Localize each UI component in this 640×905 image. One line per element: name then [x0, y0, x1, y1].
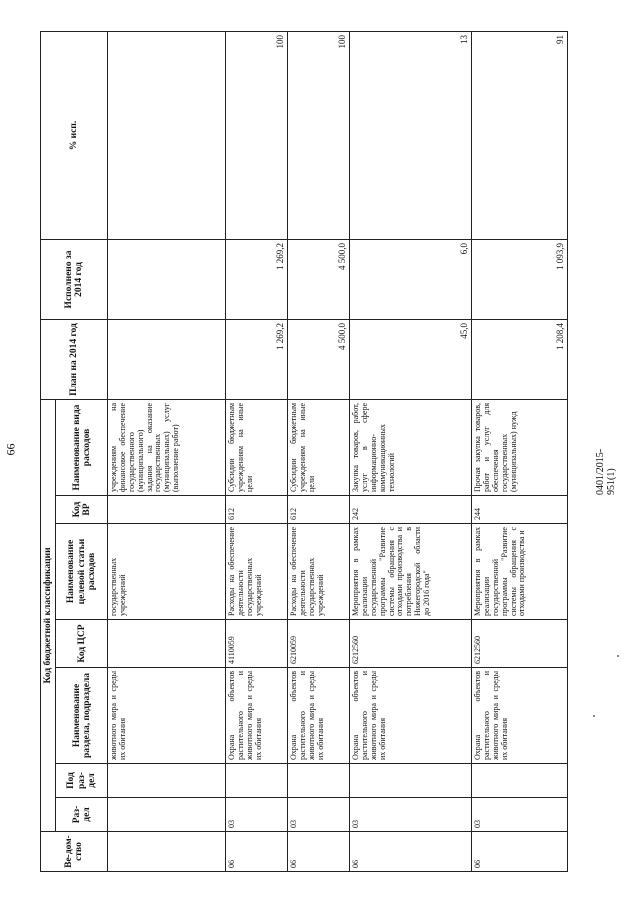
cell-pct: 91	[472, 31, 568, 239]
cell-name-csr: Расходы на обеспечение деятельности государственных учреждений	[288, 524, 350, 620]
cell-razdel: 03	[288, 798, 350, 832]
cell-pct: 100	[288, 31, 350, 239]
header-kod-csr: Код ЦСР	[56, 620, 108, 668]
table-row	[108, 31, 226, 871]
cell-name-razdel: Охрана объектов растительного и животного мира и среды их обитания	[472, 668, 568, 764]
cell-name-vr: Закупка товаров, работ, услуг в сфере информационно-коммуникационных технологий	[350, 399, 472, 495]
cell-pct: 100	[226, 31, 288, 239]
header-razdel: Раз-дел	[56, 798, 108, 832]
cell-name-razdel: Охрана объектов растительного и животного мира и среды их обитания	[350, 668, 472, 764]
table-row	[226, 31, 288, 871]
cell-name-csr: Мероприятия в рамках реализации государственной программы "Развитие системы обращения с отходами производства и потребления в Нижегородской области до 2016 года"	[350, 524, 472, 620]
cell-pct: 13	[350, 31, 472, 239]
cell-plan: 4 500,0	[288, 319, 350, 399]
header-name-vr: Наименование вида расходов	[56, 399, 108, 495]
cell-razdel: 03	[472, 798, 568, 832]
cell-csr: 6212560	[350, 620, 472, 668]
table-row	[472, 31, 568, 871]
cell-csr: 6212560	[472, 620, 568, 668]
cell-podrazdel	[226, 764, 288, 798]
cell-vr: 244	[472, 496, 568, 524]
header-percent: % исп.	[41, 31, 108, 239]
cell-ved	[108, 832, 226, 872]
scan-speck	[593, 715, 595, 717]
document-code: 0401/2015-951(1)	[595, 448, 617, 495]
cell-plan: 1 208,4	[472, 319, 568, 399]
table-row	[288, 31, 350, 871]
cell-podrazdel	[472, 764, 568, 798]
cell-pct	[108, 31, 226, 239]
cell-name-vr: Субсидии бюджетным учреждениям на иные цели	[288, 399, 350, 495]
cell-name-csr: Мероприятия в рамках реализации государственной программы "Развитие системы обращения с отходами производства и	[472, 524, 568, 620]
cell-plan: 45,0	[350, 319, 472, 399]
cell-ved: 06	[350, 832, 472, 872]
budget-table	[40, 31, 568, 872]
cell-name-razdel: Охрана объектов растительного и животного мира и среды их обитания	[288, 668, 350, 764]
header-group: Код бюджетной классификации	[41, 399, 56, 831]
cell-podrazdel	[288, 764, 350, 798]
cell-name-razdel: Охрана объектов растительного и животного мира и среды их обитания	[226, 668, 288, 764]
cell-fact: 1 093,9	[472, 239, 568, 319]
cell-vr: 612	[288, 496, 350, 524]
budget-table-rotated	[40, 32, 570, 872]
cell-razdel: 03	[226, 798, 288, 832]
cell-razdel: 03	[350, 798, 472, 832]
header-name-razdel: Наименование раздела, подраздела	[56, 668, 108, 764]
cell-csr	[108, 620, 226, 668]
cell-csr: 4110059	[226, 620, 288, 668]
header-fact: Исполнено за 2014 год	[41, 239, 108, 319]
cell-csr: 6210059	[288, 620, 350, 668]
cell-vr: 612	[226, 496, 288, 524]
cell-name-vr: учреждениям на финансовое обеспечение государственного (муниципального) задания на оказание государственных (муниципальных) услуг (выполнение работ)	[108, 399, 226, 495]
cell-ved: 06	[226, 832, 288, 872]
cell-fact: 6,0	[350, 239, 472, 319]
cell-podrazdel	[108, 764, 226, 798]
cell-fact: 4 500,0	[288, 239, 350, 319]
header-podrazdel: Под раз-дел	[56, 764, 108, 798]
cell-ved: 06	[472, 832, 568, 872]
header-kod-vr: Код ВР	[56, 496, 108, 524]
cell-fact: 1 269,2	[226, 239, 288, 319]
page-number: 66	[3, 443, 18, 456]
cell-name-csr: государственных учреждений	[108, 524, 226, 620]
cell-plan	[108, 319, 226, 399]
header-name-csr: Наименование целевой статьи расходов	[56, 524, 108, 620]
cell-fact	[108, 239, 226, 319]
cell-name-razdel: животного мира и среды их обитания	[108, 668, 226, 764]
header-vedomstvo: Ве-дом-ство	[41, 832, 108, 872]
cell-vr	[108, 496, 226, 524]
cell-vr: 242	[350, 496, 472, 524]
header-plan: План на 2014 год	[41, 319, 108, 399]
cell-name-csr: Расходы на обеспечение деятельности государственных учреждений	[226, 524, 288, 620]
table-row	[350, 31, 472, 871]
cell-name-vr: Прочая закупка товаров, работ и услуг для обеспечения государственных (муниципальных) нужд	[472, 399, 568, 495]
cell-plan: 1 269,2	[226, 319, 288, 399]
scan-speck	[617, 655, 619, 657]
cell-podrazdel	[350, 764, 472, 798]
cell-name-vr: Субсидии бюджетным учреждениям на иные цели	[226, 399, 288, 495]
cell-ved: 06	[288, 832, 350, 872]
cell-razdel	[108, 798, 226, 832]
